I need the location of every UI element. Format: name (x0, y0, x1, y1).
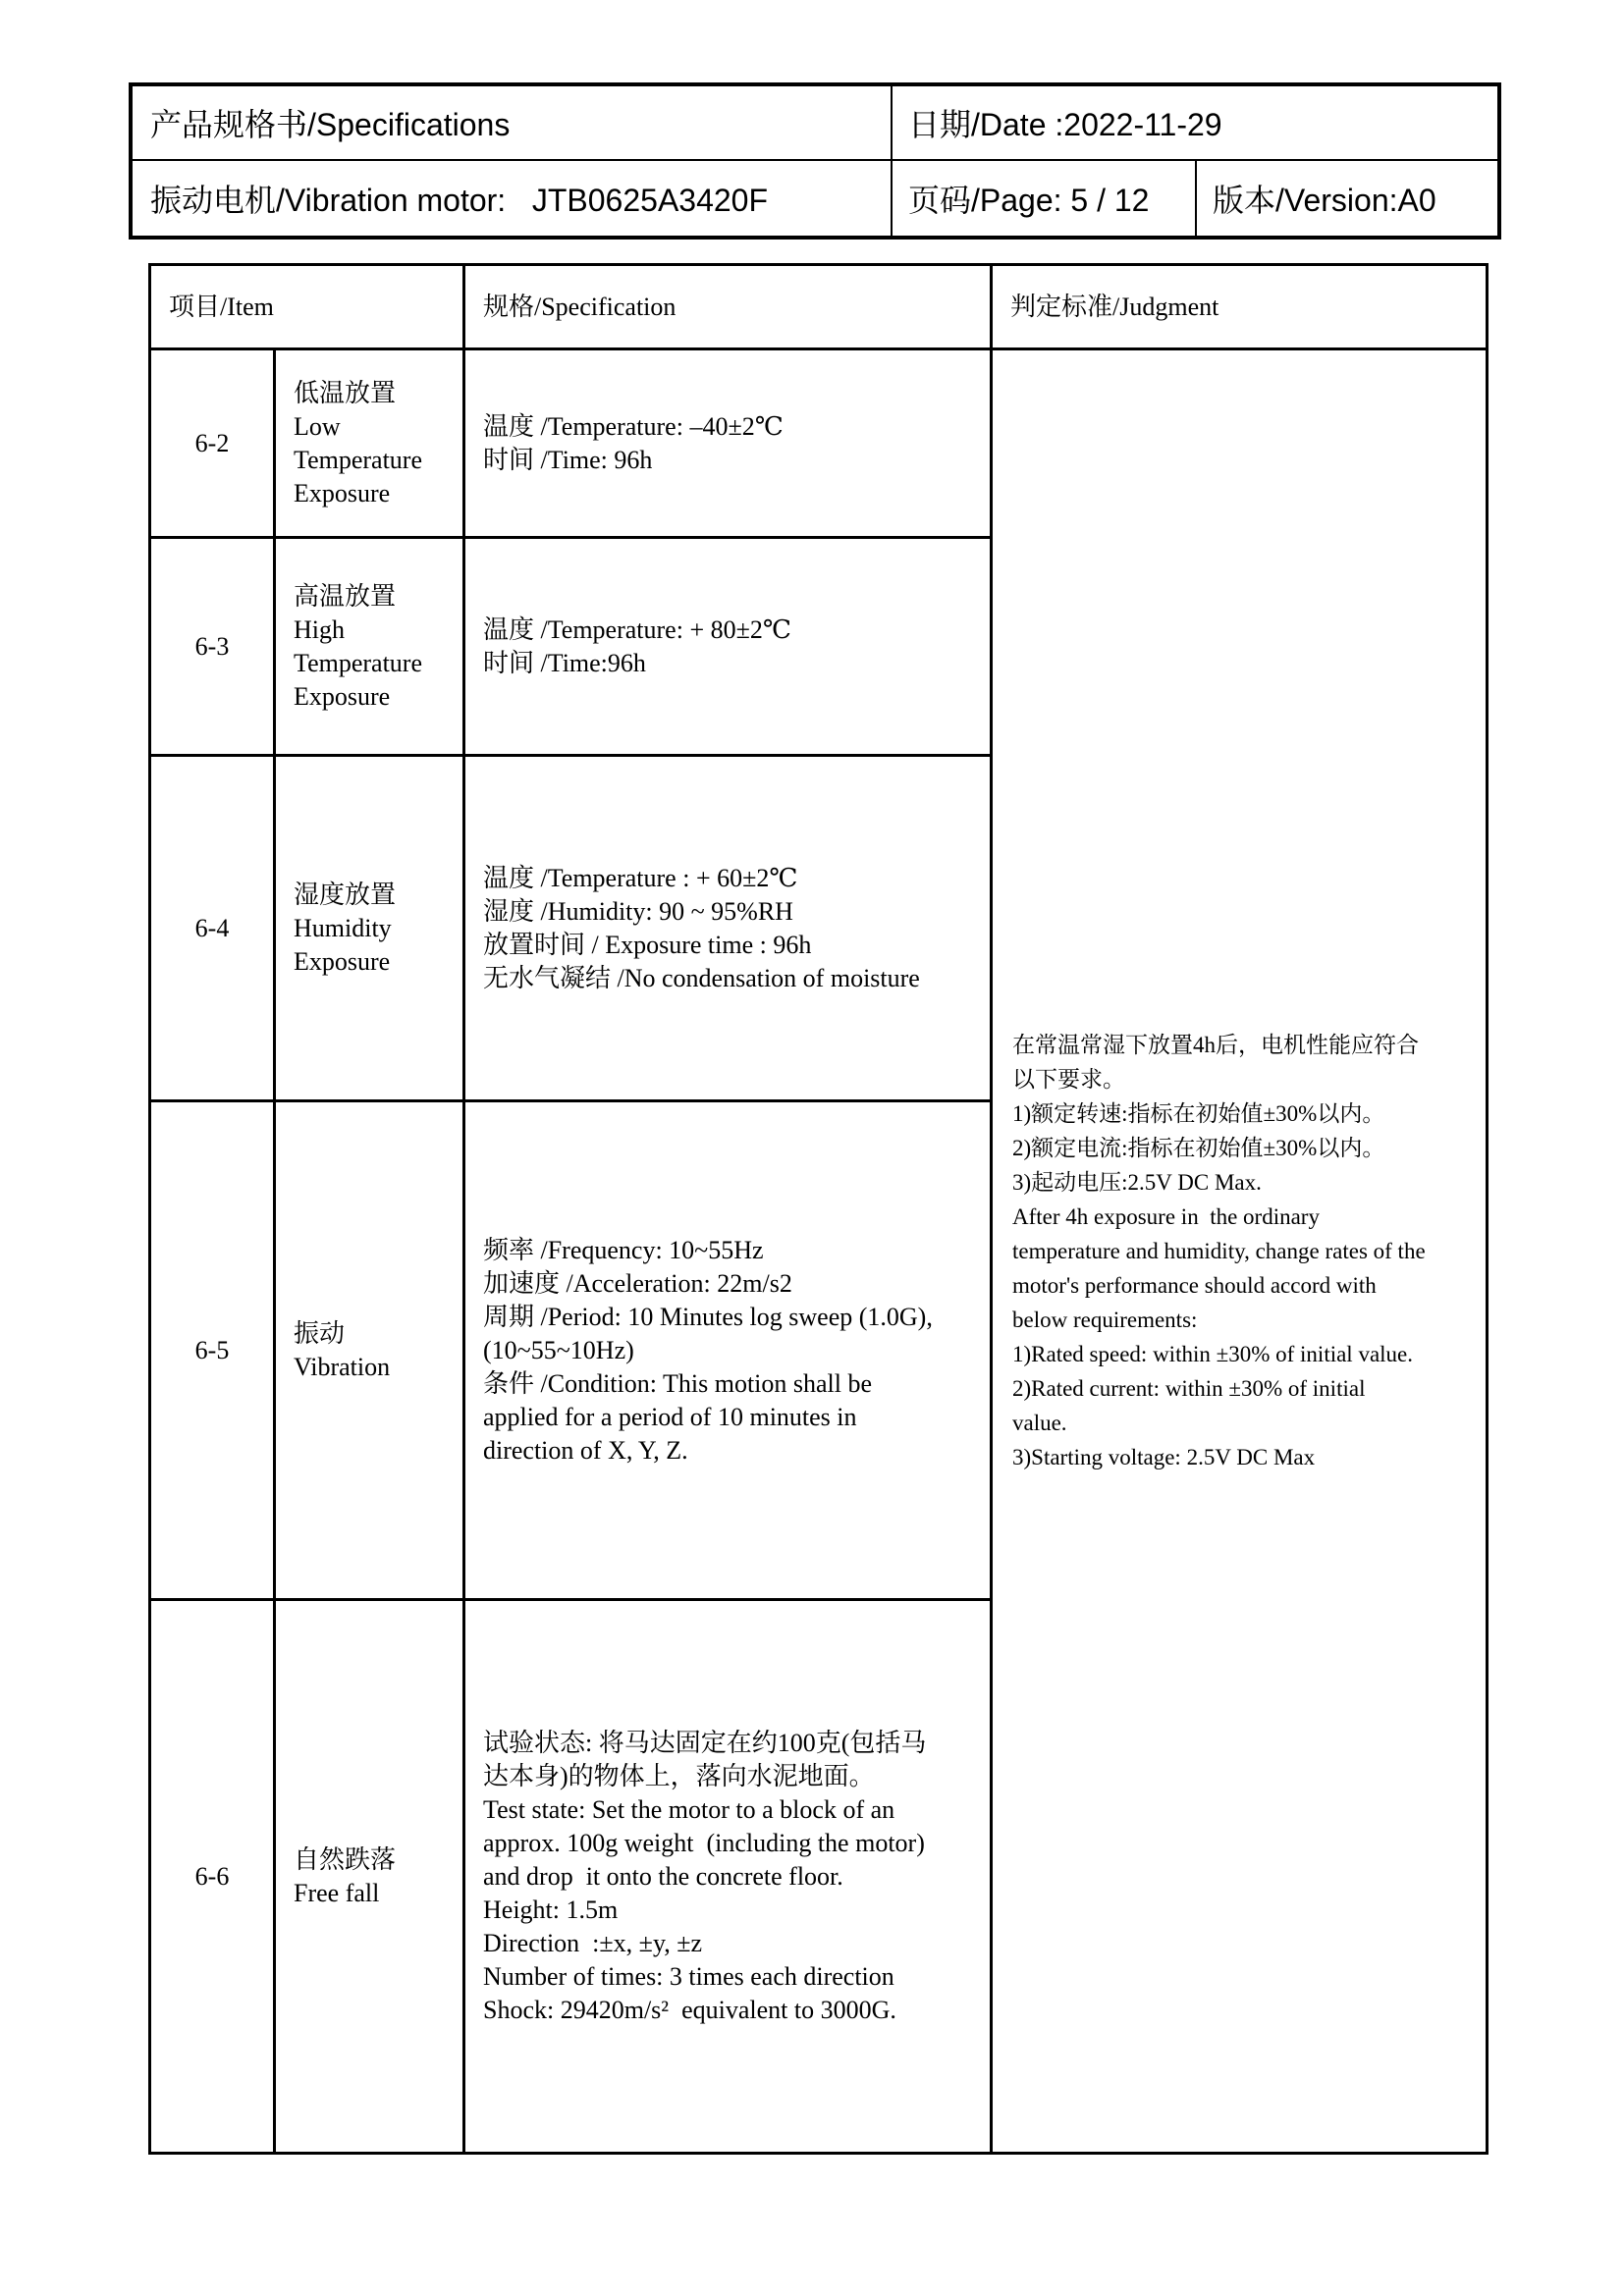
item-specification: 温度 /Temperature: –40±2℃ 时间 /Time: 96h (464, 349, 992, 538)
item-name: 高温放置 High Temperature Exposure (275, 538, 464, 756)
item-number: 6-2 (150, 349, 275, 538)
item-name: 低温放置 Low Temperature Exposure (275, 349, 464, 538)
header-divider (1195, 161, 1197, 236)
item-specification: 频率 /Frequency: 10~55Hz 加速度 /Acceleration: 22m/s2 周期 /Period: 10 Minutes log sweep (1.0G), (10~55~10Hz) 条件 /Condition: This motion shall be applied for a period of 10 minutes in direction of X, Y, Z. (464, 1101, 992, 1600)
item-specification: 温度 /Temperature: + 80±2℃ 时间 /Time:96h (464, 538, 992, 756)
document-header (129, 82, 1501, 240)
product-field: 振动电机/Vibration motor: JTB0625A3420F (150, 183, 769, 218)
specification-header: 规格/Specification (464, 265, 992, 349)
item-name: 振动 Vibration (275, 1101, 464, 1600)
item-specification: 试验状态: 将马达固定在约100克(包括马 达本身)的物体上，落向水泥地面。 Test state: Set the motor to a block of an approx. 100g weight (including the motor) and drop it onto the concrete floor. Height: 1.5m Direction :±x, ±y, ±z Number of times: 3 times each direction Shock: 29420m/s² equivalent to 3000G. (464, 1600, 992, 2154)
item-number: 6-3 (150, 538, 275, 756)
table-header-row (150, 265, 1488, 349)
header-divider (891, 86, 893, 236)
page-field: 页码/Page: 5 / 12 (908, 183, 1150, 218)
item-name: 湿度放置 Humidity Exposure (275, 756, 464, 1101)
specification-table (148, 263, 1489, 2155)
item-header: 项目/Item (150, 265, 464, 349)
item-name: 自然跌落 Free fall (275, 1600, 464, 2154)
item-number: 6-6 (150, 1600, 275, 2154)
judgment-criteria: 在常温常湿下放置4h后，电机性能应符合 以下要求。 1)额定转速:指标在初始值±30%以内。 2)额定电流:指标在初始值±30%以内。 3)起动电压:2.5V DC Max. After 4h exposure in the ordinary temperature and humidity, change rates of the motor's performance should accord with below requirements: 1)Rated speed: within ±30% of initial value. 2)Rated current: within ±30% of initial value. 3)Starting voltage: 2.5V DC Max (992, 349, 1488, 2154)
spec-title: 产品规格书/Specifications (150, 107, 511, 142)
judgment-header: 判定标准/Judgment (992, 265, 1488, 349)
item-number: 6-4 (150, 756, 275, 1101)
item-specification: 温度 /Temperature : + 60±2℃ 湿度 /Humidity: 90 ~ 95%RH 放置时间 / Exposure time : 96h 无水气凝结 /No condensation of moisture (464, 756, 992, 1101)
version-field: 版本/Version:A0 (1213, 183, 1436, 218)
item-number: 6-5 (150, 1101, 275, 1600)
table-row (150, 349, 1488, 538)
date-field: 日期/Date :2022-11-29 (908, 107, 1222, 142)
